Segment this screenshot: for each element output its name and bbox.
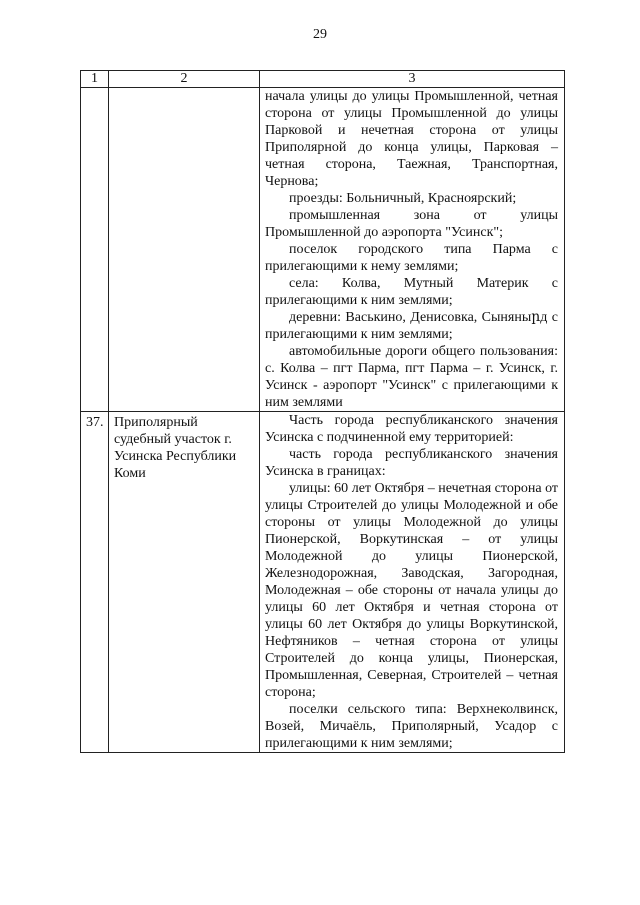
- court-name-cell: Приполярный судебный участок г. Усинска Республики Коми: [109, 412, 260, 753]
- page-number: 29: [313, 27, 327, 42]
- description-paragraph: проезды: Больничный, Красноярский;: [289, 191, 517, 206]
- description-paragraph: поселок городского типа Парма с прилегающими к нему землями;: [265, 242, 558, 274]
- description-paragraph: поселки сельского типа: Верхнеколвинск, Возей, Мичаёль, Приполярный, Усадор с прилегающими к ним землями;: [265, 702, 558, 751]
- description-paragraph: начала улицы до улицы Промышленной, четная сторона от улицы Промышленной до улицы Парковой и нечетная сторона от улицы Приполярной до конца улицы, Парковая – четная сторона, Таежная, Транспортная, Чернова;: [265, 89, 558, 189]
- column-header-3: 3: [260, 71, 565, 88]
- description-paragraph: автомобильные дороги общего пользования: с. Колва – пгт Парма, пгт Парма – г. Усинск, г. Усинск - аэропорт "Усинск" с прилегающими к ним землями: [265, 344, 558, 410]
- description-paragraph: села: Колва, Мутный Материк с прилегающими к ним землями;: [265, 276, 558, 308]
- table-row: [81, 412, 565, 753]
- description-paragraph: деревни: Васькино, Денисовка, Сыняныրд с прилегающими к ним землями;: [265, 310, 558, 342]
- row-number-cell: 37.: [81, 412, 109, 753]
- document-table: [80, 70, 565, 753]
- row-number-cell: [81, 88, 109, 412]
- territory-description-cell: [260, 412, 565, 753]
- table-row: [81, 88, 565, 412]
- column-header-2: 2: [109, 71, 260, 88]
- description-paragraph: часть города республиканского значения Усинска в границах:: [265, 447, 558, 479]
- court-name-cell: [109, 88, 260, 412]
- table-body: [81, 88, 565, 753]
- description-paragraph: улицы: 60 лет Октября – нечетная сторона от улицы Строителей до улицы Молодежной и обе стороны от улицы Молодежной до улицы Пионерской, Воркутинская – от улицы Молодежной до улицы Пионерской, Железнодорожная, Заводская, Загородная, Молодежная – обе стороны от начала улицы до улицы 60 лет Октября и четная сторона от улицы 60 лет Октября до улицы Воркутинской, Нефтяников – четная сторона от улицы Строителей до конца улицы, Пионерская, Промышленная, Северная, Строителей – четная сторона;: [265, 481, 558, 700]
- territory-description-cell: [260, 88, 565, 412]
- description-paragraph: Часть города республиканского значения Усинска с подчиненной ему территорией:: [265, 413, 558, 445]
- table-header-row: [81, 71, 565, 88]
- description-paragraph: промышленная зона от улицы Промышленной до аэропорта "Усинск";: [265, 208, 558, 240]
- column-header-1: 1: [81, 71, 109, 88]
